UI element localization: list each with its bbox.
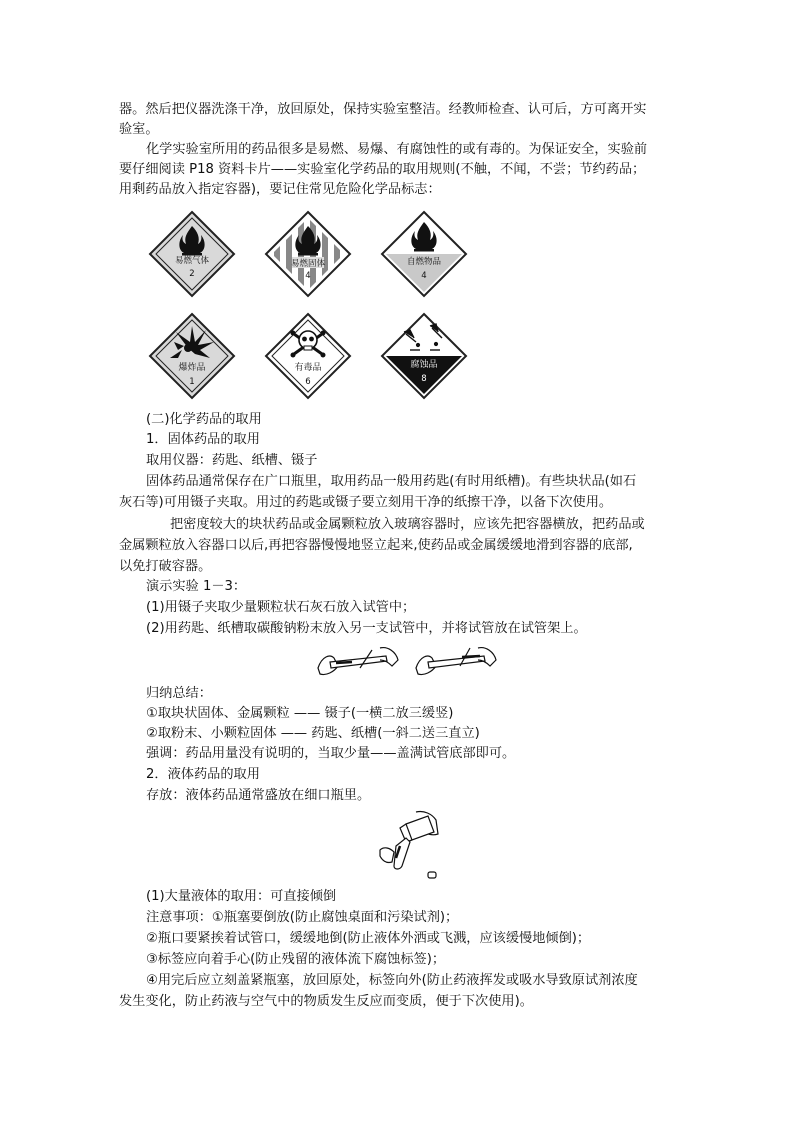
text-line: 演示实验 1－3：: [146, 579, 247, 594]
text-line: 灰石等)可用镊子夹取。用过的药匙或镊子要立刻用干净的纸擦干净，以备下次使用。: [119, 495, 613, 510]
text-line: (1)用镊子夹取少量颗粒状石灰石放入试管中；: [146, 600, 416, 615]
text-line: 固体药品通常保存在广口瓶里，取用药品一般用药匙(有时用纸槽)。有些块状品(如石: [146, 474, 637, 489]
hazard-sign-toxic: [264, 312, 352, 400]
text-line: 把密度较大的块状药品或金属颗粒放入玻璃容器时，应该先把容器横放，把药品或: [170, 517, 645, 532]
sign-label: 易燃固体: [290, 259, 326, 269]
text-line: 归纳总结：: [146, 686, 212, 701]
text-line: 金属颗粒放入容器口以后,再把容器慢慢地竖立起来,使药品或金属缓缓地滑到容器的底部,: [119, 538, 633, 553]
pouring-liquid-illustration: [376, 806, 446, 882]
text-line: ②瓶口要紧挨着试管口，缓缓地倒(防止液体外洒或飞溅，应该缓慢地倾倒)；: [146, 931, 591, 946]
hazard-signs-row-2: [148, 312, 478, 400]
sign-label: 自燃物品: [406, 257, 442, 267]
text-line: 强调：药品用量没有说明的，当取少量——盖满试管底部即可。: [146, 746, 516, 761]
sign-label: 腐蚀品: [410, 360, 438, 370]
hazard-sign-spontaneous-combustion: [380, 210, 468, 298]
hazard-sign-flammable-solid: [264, 210, 352, 298]
hazard-sign-explosive: [148, 312, 236, 400]
section-heading: (二)化学药品的取用: [146, 412, 262, 427]
text-line: 以免打破容器。: [119, 559, 212, 574]
text-line: 用剩药品放入指定容器)，要记住常见危险化学品标志：: [119, 182, 441, 197]
hazard-signs-row-1: [148, 210, 478, 298]
sign-label: 易燃气体: [174, 256, 210, 266]
hazard-sign-flammable-gas: [148, 210, 236, 298]
text-line: 存放：液体药品通常盛放在细口瓶里。: [146, 788, 371, 803]
sign-number: 4: [421, 271, 427, 281]
sign-number: 1: [189, 377, 195, 387]
text-line: ①取块状固体、金属颗粒 —— 镊子(一横二放三缓竖): [146, 706, 454, 721]
sign-number: 2: [189, 269, 195, 279]
text-line: 器。然后把仪器洗涤干净，放回原处，保持实验室整洁。经教师检查、认可后，方可离开实: [119, 102, 647, 117]
text-line: ③标签应向着手心(防止残留的液体流下腐蚀标签)；: [146, 952, 446, 967]
text-line: 取用仪器：药匙、纸槽、镊子: [146, 453, 318, 468]
subsection-heading: 2．液体药品的取用: [146, 767, 260, 782]
subsection-heading: 1．固体药品的取用: [146, 432, 260, 447]
text-line: ④用完后应立刻盖紧瓶塞，放回原处，标签向外(防止药液挥发或吸水导致原试剂浓度: [146, 973, 638, 988]
text-line: (1)大量液体的取用：可直接倾倒: [146, 889, 337, 904]
text-line: 化学实验室所用的药品很多是易燃、易爆、有腐蚀性的或有毒的。为保证安全，实验前: [146, 142, 648, 157]
test-tube-illustration: [312, 638, 500, 684]
sign-label: 有毒品: [294, 363, 322, 373]
sign-number: 8: [421, 374, 427, 384]
text-line: 验室。: [119, 122, 159, 137]
text-line: 发生变化，防止药液与空气中的物质发生反应而变质，便于下次使用)。: [119, 994, 533, 1009]
sign-number: 4: [305, 271, 311, 281]
sign-number: 6: [305, 377, 311, 387]
hazard-sign-corrosive: [380, 312, 468, 400]
text-line: 注意事项：①瓶塞要倒放(防止腐蚀桌面和污染试剂)；: [146, 910, 459, 925]
sign-label: 爆炸品: [178, 363, 206, 373]
text-line: ②取粉末、小颗粒固体 —— 药匙、纸槽(一斜二送三直立): [146, 726, 480, 741]
text-line: 要仔细阅读 P18 资料卡片——实验室化学药品的取用规则(不触，不闻，不尝；节约药品；: [119, 162, 646, 177]
text-line: (2)用药匙、纸槽取碳酸钠粉末放入另一支试管中，并将试管放在试管架上。: [146, 621, 587, 636]
